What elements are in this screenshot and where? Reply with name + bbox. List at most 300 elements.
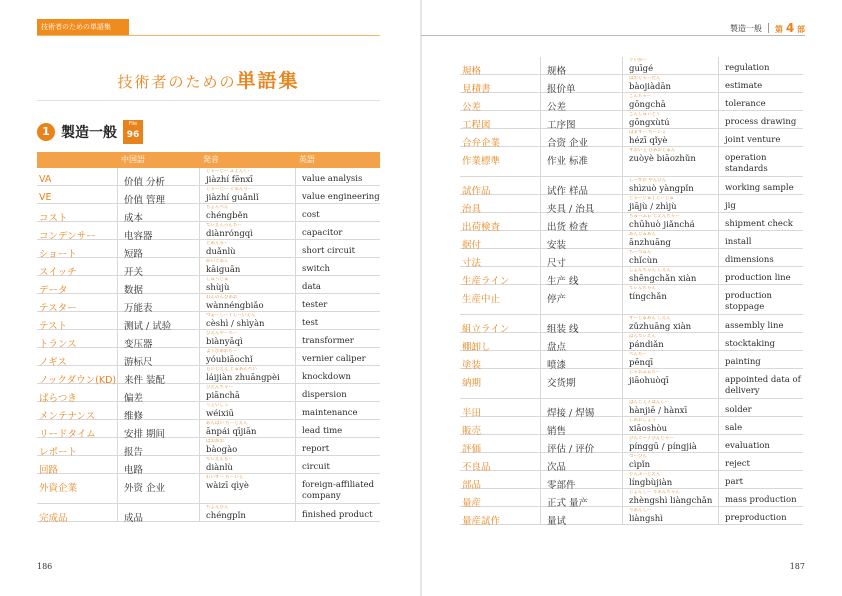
term-zh: 电路	[117, 456, 199, 473]
pinyin: wànnéngbiǎo	[206, 301, 264, 311]
pinyin: diànróngqì	[206, 229, 253, 239]
table-row	[37, 384, 380, 402]
pronunciation	[199, 438, 295, 455]
pronunciation	[199, 168, 295, 185]
pronunciation	[622, 333, 718, 350]
pinyin: piānchā	[206, 391, 241, 401]
kana-reading: ずおいぇ びあおじゅん	[629, 148, 676, 153]
pronunciation	[199, 258, 295, 275]
term-ja: ばらつき	[39, 393, 77, 404]
term-ja: 出荷検査	[462, 222, 501, 233]
pronunciation	[622, 195, 718, 212]
table-row	[37, 258, 380, 276]
term-ja: 公差	[462, 102, 482, 113]
col-header-pron: 発音	[203, 155, 219, 164]
table-row	[460, 333, 803, 351]
term-zh: 试作 样品	[540, 177, 622, 194]
term-ja: テスター	[39, 303, 77, 314]
pinyin: tíngchǎn	[629, 292, 667, 302]
table-row	[37, 366, 380, 384]
term-en: jig	[718, 195, 803, 212]
title-part1: 技術者のための	[117, 73, 237, 91]
term-zh: 维修	[117, 402, 199, 419]
term-zh: 规格	[540, 57, 622, 74]
pronunciation	[622, 249, 718, 266]
term-ja: 棚卸し	[462, 342, 491, 353]
kana-reading: よぅびあおちー	[206, 349, 238, 354]
pinyin: chūhuò jiǎnchá	[629, 220, 695, 230]
title-rule	[37, 100, 380, 101]
term-en: mass production	[718, 489, 803, 506]
table-row	[460, 213, 803, 231]
pronunciation	[622, 399, 718, 416]
pronunciation	[622, 213, 718, 230]
term-zh: 外资 企业	[117, 474, 199, 503]
term-zh: 量试	[540, 507, 622, 524]
term-en: value analysis	[295, 168, 380, 185]
term-zh: 销售	[540, 417, 622, 434]
term-ja: 量産	[462, 498, 482, 509]
kana-reading: じょんしー りあんちゃん	[629, 490, 680, 495]
term-en: production line	[718, 267, 803, 284]
term-en: tolerance	[718, 93, 803, 110]
term-ja: 部品	[462, 480, 482, 491]
term-en: report	[295, 438, 380, 455]
term-zh: 万能表	[117, 294, 199, 311]
table-row	[460, 249, 803, 267]
term-zh: 报价单	[540, 75, 622, 92]
pronunciation	[199, 240, 295, 257]
table-row	[460, 285, 803, 315]
term-zh: 电容器	[117, 222, 199, 239]
table-body	[37, 168, 380, 522]
pronunciation	[622, 231, 718, 248]
kana-reading: じゃーじー ふぇんしー	[206, 169, 253, 174]
pronunciation	[199, 420, 295, 437]
term-zh: 停产	[540, 285, 622, 314]
term-zh: 公差	[540, 93, 622, 110]
term-en: solder	[718, 399, 803, 416]
term-en: foreign-affiliated company	[295, 474, 380, 503]
term-en: short circuit	[295, 240, 380, 257]
pinyin: bàojiàdān	[629, 82, 672, 92]
kana-reading: ばおがお	[206, 439, 224, 444]
term-ja: 量産試作	[462, 516, 501, 527]
term-ja: コスト	[39, 213, 68, 224]
term-ja: VE	[39, 192, 52, 203]
pinyin: cìpǐn	[629, 460, 651, 470]
table-row	[460, 507, 803, 525]
pinyin: gōngchā	[629, 100, 666, 110]
term-zh: 测试 / 试验	[117, 312, 199, 329]
pinyin: zhèngshì liàngchǎn	[629, 496, 713, 506]
term-en: evaluation	[718, 435, 803, 452]
kana-reading: ちょんぴん	[206, 505, 229, 510]
term-ja: 試作品	[462, 186, 491, 197]
kana-reading: ごんちゃー	[629, 94, 652, 99]
vocab-table-right	[460, 57, 803, 525]
pinyin: ānpái qījiān	[206, 427, 257, 437]
file-number: 96	[126, 130, 140, 140]
term-en: dimensions	[718, 249, 803, 266]
right-header	[730, 21, 805, 35]
pinyin: zuòyè biāozhǔn	[629, 154, 696, 164]
term-en: transformer	[295, 330, 380, 347]
pronunciation	[622, 57, 718, 74]
table-body	[460, 57, 803, 525]
pinyin: zǔzhuāng xiàn	[629, 322, 692, 332]
term-zh: 安装	[540, 231, 622, 248]
table-row	[37, 168, 380, 186]
term-zh: 偏差	[117, 384, 199, 401]
kana-reading: ぱんでぃえん	[629, 334, 656, 339]
page-number-left: 186	[37, 562, 53, 571]
kana-reading: ぴんぐー / ぴんじゃー	[629, 436, 674, 441]
table-row	[460, 93, 803, 111]
kana-reading: わいずー ちーいぇ	[206, 475, 244, 480]
kana-reading: あんぱい ちーじえん	[206, 421, 248, 426]
pinyin: chǐcùn	[629, 256, 658, 266]
term-ja: 販売	[462, 426, 482, 437]
term-en: regulation	[718, 57, 803, 74]
pronunciation	[622, 75, 718, 92]
term-zh: 交货期	[540, 369, 622, 398]
pronunciation	[199, 384, 295, 401]
pronunciation	[199, 294, 295, 311]
term-ja: テスト	[39, 321, 68, 332]
pronunciation	[622, 453, 718, 470]
table-row	[37, 312, 380, 330]
term-zh: 盘点	[540, 333, 622, 350]
pronunciation	[199, 504, 295, 521]
kana-reading: てぃんちゃん	[629, 286, 656, 291]
pronunciation	[622, 129, 718, 146]
term-ja: レポート	[39, 447, 78, 458]
table-row	[37, 222, 380, 240]
term-ja: 工程図	[462, 120, 491, 131]
term-ja: 外資企業	[39, 483, 78, 494]
pronunciation	[622, 489, 718, 506]
pinyin: jiàzhí fēnxī	[206, 175, 253, 185]
table-row	[460, 435, 803, 453]
pronunciation	[199, 330, 295, 347]
table-row	[37, 240, 380, 258]
pronunciation	[199, 312, 295, 329]
term-en: data	[295, 276, 380, 293]
pronunciation	[622, 315, 718, 332]
pronunciation	[622, 351, 718, 368]
col-header-ja	[37, 152, 117, 168]
term-ja: VA	[39, 174, 52, 185]
term-zh: 合资 企业	[540, 129, 622, 146]
term-en: switch	[295, 258, 380, 275]
header-rule	[37, 35, 380, 36]
term-ja: 生産ライン	[462, 276, 510, 287]
page-title	[37, 66, 380, 93]
kana-reading: どあんるー	[206, 241, 229, 246]
term-en: value engineering	[295, 186, 380, 203]
term-en: appointed data of delivery	[718, 369, 803, 398]
term-zh: 焊接 / 焊锡	[540, 399, 622, 416]
kana-reading: ぐいがー	[629, 58, 647, 63]
book-spine	[420, 0, 422, 596]
table-row	[37, 504, 380, 522]
pinyin: chéngpǐn	[206, 511, 246, 521]
term-ja: メンテナンス	[39, 411, 96, 422]
pinyin: biànyāqì	[206, 337, 243, 347]
pinyin: yóubiāochǐ	[206, 355, 253, 365]
table-row	[460, 315, 803, 333]
term-zh: 生产 线	[540, 267, 622, 284]
term-en: production stoppage	[718, 285, 803, 314]
table-row	[460, 267, 803, 285]
pronunciation	[199, 456, 295, 473]
pinyin: shìzuò yàngpǐn	[629, 184, 694, 194]
term-en: estimate	[718, 75, 803, 92]
term-ja: コンデンサー	[39, 231, 96, 242]
term-zh: 零部件	[540, 471, 622, 488]
term-en: preproduction	[718, 507, 803, 524]
term-zh: 喷漆	[540, 351, 622, 368]
pinyin: pándiǎn	[629, 340, 664, 350]
term-ja: ノギス	[39, 357, 67, 368]
term-zh: 夹具 / 治具	[540, 195, 622, 212]
section-number: 1	[37, 123, 55, 141]
table-row	[37, 456, 380, 474]
pinyin: wéixiū	[206, 409, 235, 419]
pinyin: pínggū / píngjià	[629, 442, 697, 452]
pinyin: shēngchǎn xiàn	[629, 274, 697, 284]
pinyin: kāiguān	[206, 265, 241, 275]
term-zh: 作业 标准	[540, 147, 622, 176]
term-en: tester	[295, 294, 380, 311]
kana-reading: びえんやーちー	[206, 331, 238, 336]
term-zh: 成品	[117, 504, 199, 521]
term-ja: 完成品	[39, 513, 68, 524]
term-en: cost	[295, 204, 380, 221]
term-zh: 出货 检查	[540, 213, 622, 230]
term-ja: ショート	[39, 249, 77, 260]
kana-reading: じゃおふぉちー	[629, 370, 661, 375]
term-ja: リードタイム	[39, 429, 96, 440]
term-en: stocktaking	[718, 333, 803, 350]
kana-reading: しーずお やんぴん	[629, 178, 667, 183]
pinyin: shùjù	[206, 283, 230, 293]
pronunciation	[622, 111, 718, 128]
section-name: 製造一般	[61, 125, 117, 141]
title-part2: 単語集	[236, 70, 300, 92]
term-en: operation standards	[718, 147, 803, 176]
kana-reading: ぴえんちゃー	[206, 385, 233, 390]
table-row	[460, 453, 803, 471]
pinyin: jiājù / zhìjù	[629, 202, 677, 212]
part-suffix: 部	[797, 25, 805, 34]
term-en: assembly line	[718, 315, 803, 332]
kana-reading: でぃえんろんちー	[206, 223, 242, 228]
term-zh: 价值 管理	[117, 186, 199, 203]
kana-reading: りあんしー	[629, 508, 652, 513]
part-number: 4	[785, 21, 795, 35]
table-row	[37, 474, 380, 504]
table-row	[37, 420, 380, 438]
table-row	[460, 231, 803, 249]
table-row	[460, 471, 803, 489]
kana-reading: ちゅーふぉ じえんちゃー	[629, 214, 680, 219]
term-ja: 生産中止	[462, 294, 501, 305]
term-en: sale	[718, 417, 803, 434]
kana-reading: あんじゅあん	[629, 232, 656, 237]
pronunciation	[199, 222, 295, 239]
kana-reading: らいじえん じゅあんぺい	[206, 367, 257, 372]
term-ja: トランス	[39, 339, 77, 350]
pronunciation	[622, 177, 718, 194]
pronunciation	[199, 402, 295, 419]
term-ja: 見積書	[462, 84, 491, 95]
table-row	[37, 402, 380, 420]
term-ja: データ	[39, 285, 68, 296]
term-ja: 組立ライン	[462, 324, 510, 335]
term-ja: 据付	[462, 240, 482, 251]
term-en: dispersion	[295, 384, 380, 401]
term-zh: 报告	[117, 438, 199, 455]
pinyin: gōngxùtú	[629, 118, 670, 128]
table-row	[37, 330, 380, 348]
term-en: lead time	[295, 420, 380, 437]
term-zh: 数据	[117, 276, 199, 293]
kana-reading: わんのんびあお	[206, 295, 238, 300]
pronunciation	[622, 267, 718, 284]
term-en: process drawing	[718, 111, 803, 128]
table-row	[460, 129, 803, 147]
term-zh: 组装 线	[540, 315, 622, 332]
kana-reading: つぉーしー / しーいぇん	[206, 313, 256, 318]
kana-reading: しあおしょう	[629, 418, 656, 423]
term-en: finished product	[295, 504, 380, 521]
kana-reading: ちーつゅん	[629, 250, 652, 255]
table-row	[460, 57, 803, 75]
section-heading	[37, 118, 143, 146]
term-zh: 短路	[117, 240, 199, 257]
pronunciation	[199, 474, 295, 503]
pronunciation	[199, 276, 295, 293]
table-row	[460, 351, 803, 369]
table-row	[460, 399, 803, 417]
col-header-en: 英語	[299, 155, 315, 164]
kana-reading: はんじぇ / はんしー	[629, 400, 670, 405]
kana-reading: つーぴん	[629, 454, 647, 459]
term-zh: 成本	[117, 204, 199, 221]
vocab-table-left	[37, 152, 380, 522]
kana-reading: しゅうじゅ	[206, 277, 229, 282]
part-indicator	[775, 21, 805, 35]
right-header-rule	[421, 35, 805, 36]
pinyin: ānzhuāng	[629, 238, 671, 248]
term-en: joint venture	[718, 129, 803, 146]
kana-reading: でぃえんるー	[206, 457, 233, 462]
pinyin: hézī qǐyè	[629, 136, 668, 146]
pinyin: láijiàn zhuāngpèi	[206, 373, 280, 383]
term-en: vernier caliper	[295, 348, 380, 365]
term-en: test	[295, 312, 380, 329]
term-zh: 价值 分析	[117, 168, 199, 185]
pinyin: cèshì / shìyàn	[206, 319, 265, 329]
right-header-label: 製造一般	[730, 23, 763, 33]
file-label: File	[128, 121, 138, 127]
pronunciation	[199, 366, 295, 383]
pinyin: liàngshì	[629, 514, 663, 524]
pinyin: diànlù	[206, 463, 233, 473]
col-header-zh: 中国語	[121, 155, 145, 164]
pinyin: wàizī qìyè	[206, 481, 249, 491]
kana-reading: うぇいしう	[206, 403, 229, 408]
kana-reading: じゃーじゅ / じーじゅ	[629, 196, 674, 201]
term-ja: 不良品	[462, 462, 491, 473]
header-tab: 技術者のための単語集	[37, 19, 129, 35]
term-en: part	[718, 471, 803, 488]
table-row	[37, 294, 380, 312]
kana-reading: ぺんちー	[629, 352, 647, 357]
pinyin: língbùjiàn	[629, 478, 673, 488]
table-row	[460, 195, 803, 213]
term-ja: 規格	[462, 66, 482, 77]
term-zh: 安排 期间	[117, 420, 199, 437]
pinyin: hànjiē / hànxī	[629, 406, 688, 416]
term-ja: 評価	[462, 444, 482, 455]
pinyin: xiāoshòu	[629, 424, 668, 434]
term-zh: 评估 / 评价	[540, 435, 622, 452]
term-en: capacitor	[295, 222, 380, 239]
term-en: shipment check	[718, 213, 803, 230]
term-en: knockdown	[295, 366, 380, 383]
term-ja: スイッチ	[39, 267, 77, 278]
kana-reading: ほぁずー ちーいぇ	[629, 130, 667, 135]
pronunciation	[622, 507, 718, 524]
kana-reading: ごんしゅぃとぅ	[629, 112, 661, 117]
table-row	[460, 369, 803, 399]
table-row	[37, 348, 380, 366]
term-en: install	[718, 231, 803, 248]
pronunciation	[622, 417, 718, 434]
kana-reading: ばおじゃーだん	[629, 76, 661, 81]
kana-reading: ずーじゅあん しえん	[629, 316, 671, 321]
term-ja: 半田	[462, 408, 482, 419]
pronunciation	[622, 93, 718, 110]
kana-reading: ちょんぺん	[206, 205, 229, 210]
table-row	[37, 276, 380, 294]
table-row	[460, 177, 803, 195]
term-ja: 合弁企業	[462, 138, 501, 149]
table-row	[460, 417, 803, 435]
table-row	[460, 147, 803, 177]
kana-reading: じゃーじー ぐあんりー	[206, 187, 253, 192]
term-en: reject	[718, 453, 803, 470]
term-zh: 尺寸	[540, 249, 622, 266]
term-ja: 寸法	[462, 258, 482, 269]
term-zh: 次品	[540, 453, 622, 470]
pinyin: guīgé	[629, 64, 654, 74]
table-row	[37, 438, 380, 456]
term-ja: 回路	[39, 465, 59, 476]
part-prefix: 第	[775, 25, 784, 34]
pronunciation	[622, 285, 718, 314]
table-row	[460, 75, 803, 93]
file-badge	[123, 120, 143, 144]
term-zh: 变压器	[117, 330, 199, 347]
table-row	[37, 204, 380, 222]
term-ja: 治具	[462, 204, 482, 215]
term-zh: 正式 量产	[540, 489, 622, 506]
pinyin: bàogào	[206, 445, 238, 455]
